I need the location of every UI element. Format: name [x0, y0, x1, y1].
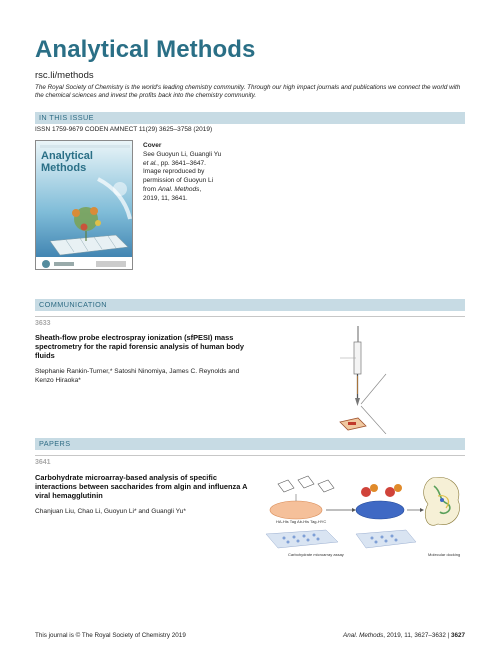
protein-structure — [424, 477, 460, 525]
section-heading: IN THIS ISSUE — [39, 113, 94, 122]
footer-citation-rest: , 2019, 11, 3627–3632 | — [383, 632, 451, 639]
divider — [35, 455, 465, 456]
section-heading: PAPERS — [39, 439, 71, 448]
section-bar-papers — [35, 438, 465, 450]
cover-caption — [143, 142, 253, 204]
cover-caption-line6: 2019, 11, 3641. — [143, 194, 188, 202]
article-number: 3641 — [35, 459, 51, 466]
docking-label: Molecular docking — [428, 552, 461, 557]
reaction-label: HA-His Tag Ab-His Tag-HYC — [276, 519, 327, 524]
article-number: 3633 — [35, 320, 51, 327]
cover-title-line1: Analytical — [41, 150, 93, 162]
section-bar-in-this-issue — [35, 112, 465, 124]
article-authors: Stephanie Rankin-Turner,* Satoshi Ninomiya, James C. Reynolds and Kenzo Hiraoka* — [35, 368, 240, 384]
probe-figure — [300, 322, 420, 434]
page-number: 3627 — [450, 632, 465, 639]
footer-citation — [343, 632, 465, 639]
cover-caption-from: from — [143, 185, 158, 193]
cover-caption-journal: Anal. Methods — [157, 185, 200, 193]
assay-label: Carbohydrate microarray assay — [288, 552, 344, 557]
cover-caption-line3: Image reproduced by — [143, 168, 205, 176]
section-bar-communication — [35, 299, 465, 311]
article-title[interactable]: Sheath-flow probe electrospray ionization (sfPESI) mass spectrometry for the rapid forensic analysis of human body fluids — [35, 333, 245, 360]
cover-caption-comma: , — [199, 185, 202, 193]
article-title[interactable]: Carbohydrate microarray-based analysis of specific interactions between saccharides from algin and influenza A viral hemagglutinin — [35, 473, 248, 500]
cover-title-line2: Methods — [41, 162, 87, 174]
divider — [35, 316, 465, 317]
journal-url[interactable]: rsc.li/methods — [35, 70, 94, 81]
papers-figure — [262, 470, 467, 567]
cover-caption-pages: , pp. 3641–3647. — [157, 159, 206, 167]
journal-title: Analytical Methods — [35, 36, 256, 63]
cover-label: Cover — [143, 142, 162, 149]
cover-caption-line4: permission of Guoyun Li — [143, 177, 214, 185]
microarray-figure — [262, 470, 467, 562]
article-authors: Chanjuan Liu, Chao Li, Guoyun Li* and Guangli Yu* — [35, 508, 186, 515]
communication-figure — [300, 322, 420, 439]
cover-caption-line1: See Guoyun Li, Guangli Yu — [143, 150, 222, 158]
journal-description: The Royal Society of Chemistry is the world's leading chemistry community. Through our high impact journals and publications we connect the world with the chemical sciences and invest the profits back into the chemistry community. — [35, 84, 461, 100]
footer-copyright: This journal is © The Royal Society of Chemistry 2019 — [35, 632, 186, 639]
cover-illustration — [36, 141, 133, 270]
issn-line: ISSN 1759-9679 CODEN AMNECT 11(29) 3625–3758 (2019) — [35, 126, 213, 133]
section-heading: COMMUNICATION — [39, 300, 107, 309]
cover-caption-etal: et al. — [143, 159, 158, 167]
saccharide-structures — [278, 476, 334, 492]
cover-image[interactable] — [35, 140, 133, 270]
footer-journal: Anal. Methods — [343, 632, 384, 639]
